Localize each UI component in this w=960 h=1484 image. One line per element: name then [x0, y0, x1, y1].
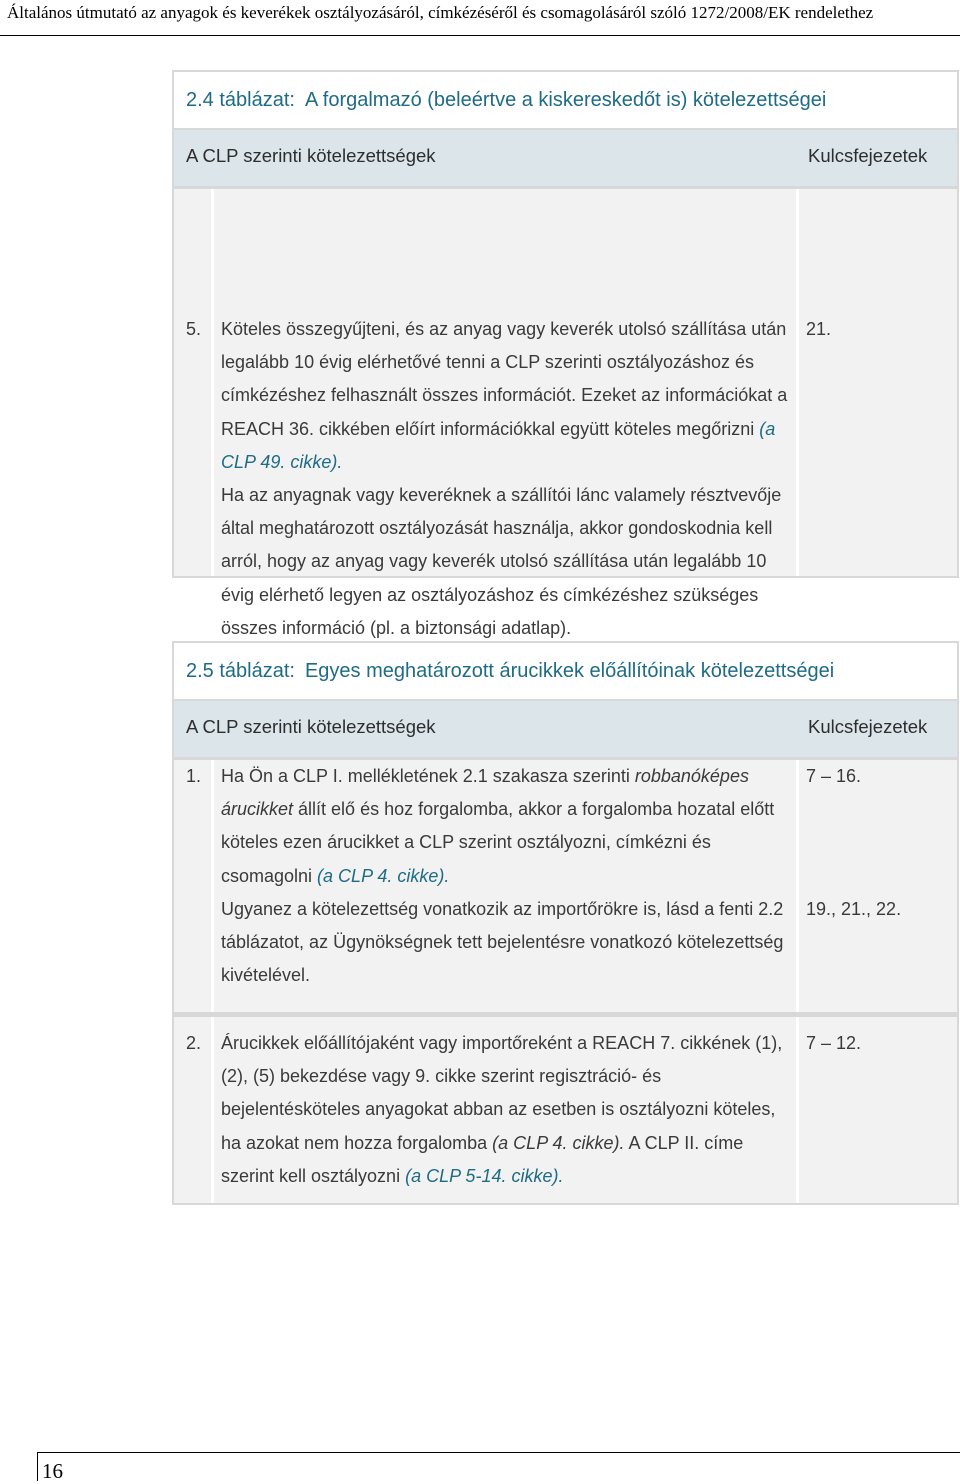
row-text [221, 1027, 791, 1193]
row-text-part: Ugyanez a kötelezettség vonatkozik az importőrökre is, lásd a fenti 2.2 táblázatot, az Ügynökségnek tett bejelentésre vonatkozó kötelezettség kivételével. [221, 898, 784, 986]
column-header-obligations: A CLP szerinti kötelezettségek [186, 145, 436, 166]
clp-article-link[interactable]: (a CLP 49. cikke). [221, 418, 776, 472]
row-text-part: állít elő és hoz forgalomba, akkor a forgalomba hozatal előtt köteles ezen árucikket a CLP szerint osztályozni, címkézni és csomagolni [221, 799, 775, 886]
column-divider [796, 1017, 799, 1203]
row-text-part: Ha az anyagnak vagy keveréknek a szállítói lánc valamely résztvevője által meghatározott osztályozását használja, akkor gondoskodnia kell arról, hogy az anyag vagy keverék utolsó szállítása után legalább 10 évig elérhető legyen az osztályozáshoz és címkézéshez szükséges összes információ (pl. a biztonsági adatlap). [221, 485, 782, 638]
column-header-key-chapters: Kulcsfejezetek [808, 716, 928, 737]
row-text-part: Ha Ön a CLP I. mellékletének 2.1 szakasza szerinti [221, 766, 635, 786]
column-divider [211, 760, 214, 1012]
column-divider [211, 189, 214, 576]
key-chapter: 7 – 16. [806, 766, 862, 786]
column-header-key-chapters: Kulcsfejezetek [808, 145, 928, 166]
row-text [221, 313, 791, 645]
footer-rule [37, 1452, 960, 1453]
header-rule [0, 35, 960, 36]
row-text-italic: (a CLP 4. cikke). [492, 1132, 625, 1153]
table-header-row [172, 701, 959, 757]
running-header: Általános útmutató az anyagok és keverékek osztályozásáról, címkézéséről és csomagolásáról szóló 1272/2008/EK rendelethez [7, 3, 874, 22]
row-text-part: Árucikkek előállítójaként vagy importőreként a REACH 7. cikkének (1), (2), (5) bekezdése vagy 9. cikke szerint regisztráció- és bejelentésköteles anyagokat abban az esetben is osztályozni köteles, ha azokat nem hozza forgalomba [221, 1033, 783, 1153]
table-title [172, 641, 959, 701]
row-text-italic: robbanóképes árucikket [221, 766, 749, 820]
column-header-obligations: A CLP szerinti kötelezettségek [186, 716, 436, 737]
table-2-5 [172, 641, 959, 1205]
clp-article-link[interactable]: (a CLP 4. cikke). [317, 865, 450, 886]
key-chapter: 21. [806, 319, 832, 339]
footer-rule-vertical [37, 1452, 38, 1481]
table-row [172, 1014, 959, 1205]
key-chapter: 7 – 12. [806, 1033, 862, 1053]
table-header-row [172, 130, 959, 186]
table-row [172, 757, 959, 1014]
table-title-text: Egyes meghatározott árucikkek előállítóinak kötelezettségei [304, 659, 835, 682]
table-title-number: 2.5 táblázat: [186, 659, 295, 682]
row-text [221, 760, 791, 992]
row-text-part: Köteles összegyűjteni, és az anyag vagy keverék utolsó szállítása után legalább 10 évig elérhetővé tenni a CLP szerinti osztályozáshoz és címkézéshez felhasznált összes információt. Ezeket az információkat a REACH 36. cikkében előírt információkkal együtt köteles megőrizni [221, 319, 788, 439]
column-divider [796, 760, 799, 1012]
page-number: 16 [42, 1459, 63, 1483]
row-text-part: A CLP II. címe szerint kell osztályozni [221, 1132, 744, 1186]
row-number: 2. [186, 1033, 202, 1053]
table-title-number: 2.4 táblázat: [186, 88, 295, 111]
key-chapter: 19., 21., 22. [806, 899, 902, 919]
table-row [172, 186, 959, 638]
clp-article-link[interactable]: (a CLP 5-14. cikke). [405, 1165, 564, 1186]
column-divider [211, 1017, 214, 1203]
row-number: 5. [186, 319, 202, 339]
table-2-4 [172, 70, 959, 638]
row-number: 1. [186, 766, 202, 786]
table-title-text: A forgalmazó (beleértve a kiskereskedőt is) kötelezettségei [304, 88, 827, 111]
column-divider [796, 189, 799, 576]
table-title [172, 70, 959, 130]
